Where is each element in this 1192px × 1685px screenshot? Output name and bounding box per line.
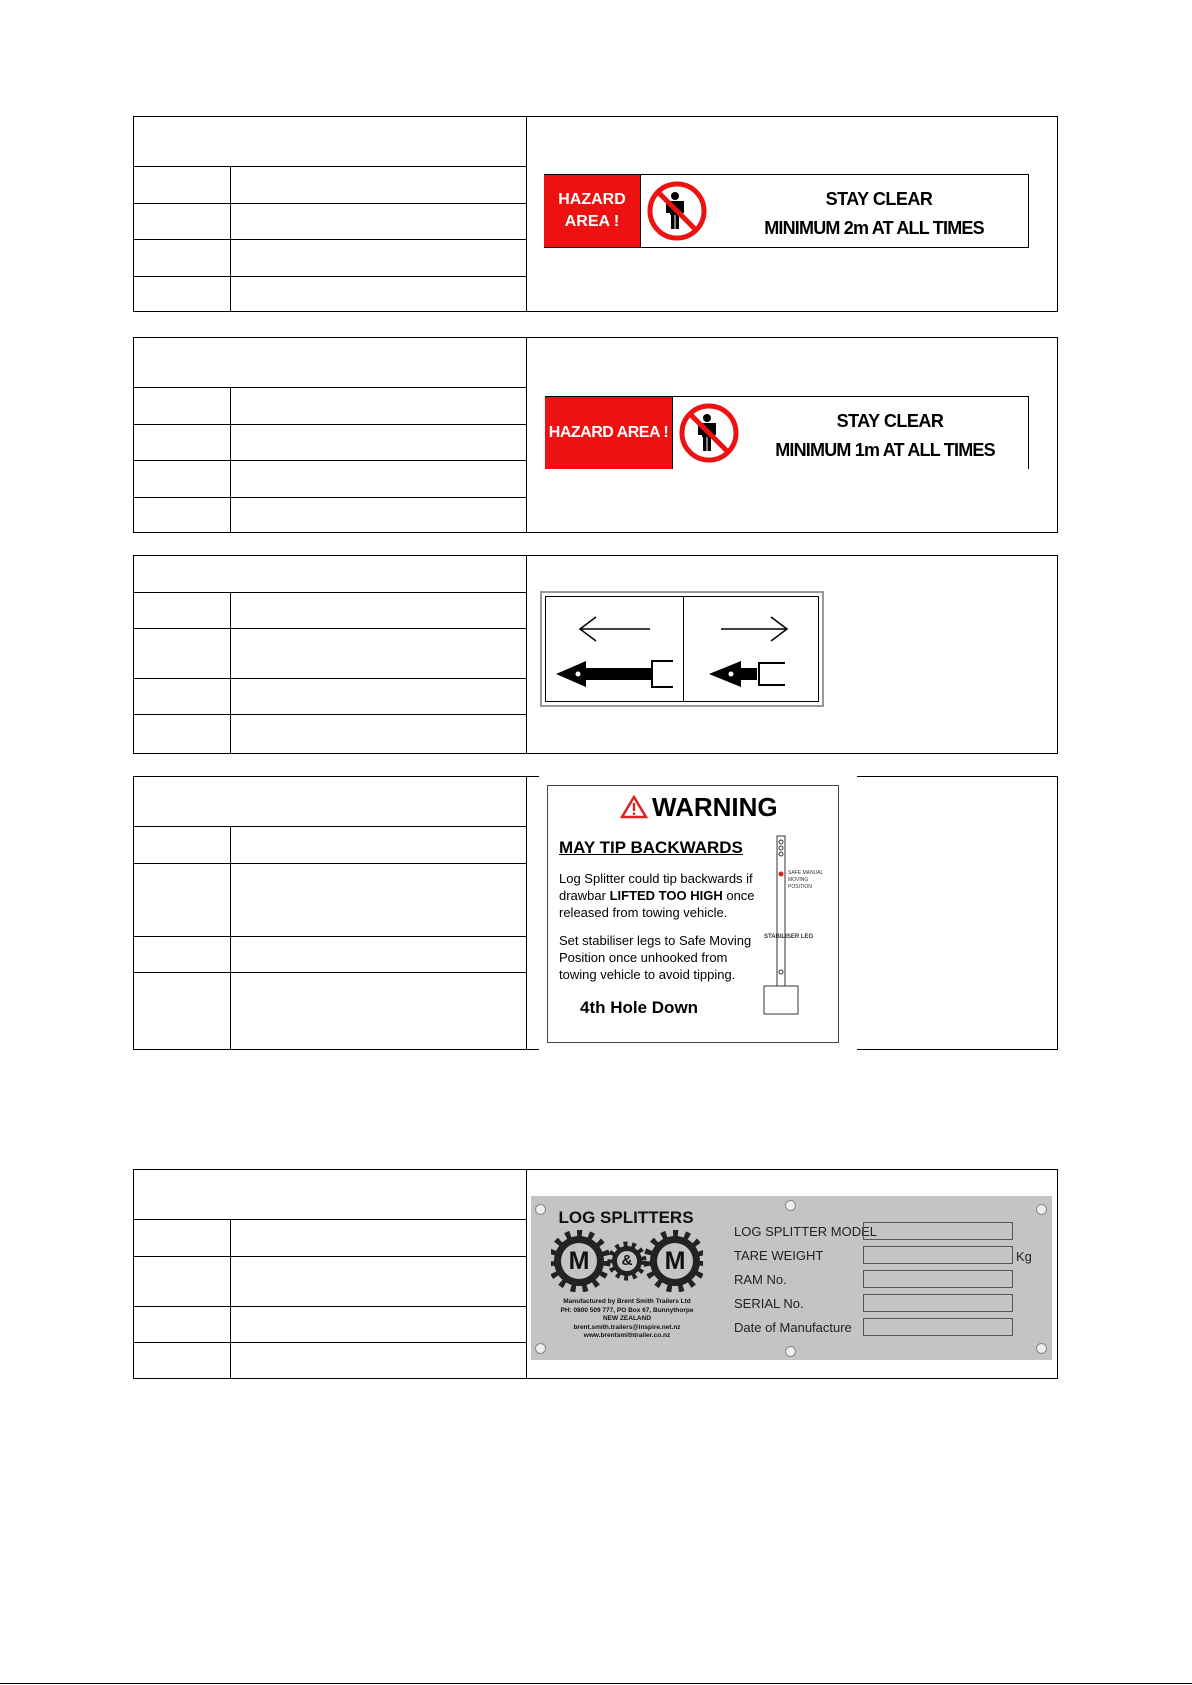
table-row <box>134 1342 527 1379</box>
field-box-tare <box>863 1246 1013 1264</box>
warning-tip-sign <box>547 785 839 1043</box>
hazard-1m-sign <box>545 396 1029 469</box>
minimum-distance-text: MINIMUM 1m AT ALL TIMES <box>775 440 995 460</box>
sign-image-cell <box>527 1170 1057 1378</box>
field-unit-kg: Kg <box>1016 1249 1032 1264</box>
logo-amp: & <box>621 1252 633 1269</box>
table-row <box>134 1256 527 1306</box>
table-row <box>134 276 527 312</box>
sign-image-cell <box>527 338 1057 532</box>
table-row <box>134 387 527 424</box>
maker-details: Manufactured by Brent Smith Trailers Ltd PH: 0800 509 777, PO Box 67, Bunnythorpe NEW ZEALAND brent.smith.trailers@inspire.net.nz www.brentsmithtrailer.co.nz <box>560 1298 694 1339</box>
warning-footer: 4th Hole Down <box>580 998 699 1017</box>
table-row <box>134 1306 527 1342</box>
plate-screw <box>1036 1204 1047 1215</box>
warning-paragraph-1: Log Splitter could tip backwards if drawbar LIFTED TOO HIGH once released from towing vehicle. <box>559 871 755 920</box>
table-row <box>134 203 527 239</box>
table-row <box>134 592 527 628</box>
field-label-model: LOG SPLITTER MODEL <box>734 1224 878 1239</box>
field-box-date <box>863 1318 1013 1336</box>
info-column <box>134 117 527 311</box>
table-row <box>134 628 527 678</box>
table-row <box>134 1219 527 1256</box>
info-column <box>134 338 527 532</box>
table-row <box>134 424 527 460</box>
plate-screw <box>785 1346 796 1357</box>
stay-clear-text: STAY CLEAR <box>825 189 933 209</box>
warning-triangle-icon <box>620 795 648 819</box>
stabiliser-leg-label: STABILISER LEG <box>764 934 814 940</box>
table-row <box>134 936 527 972</box>
hazard-label-box <box>544 175 640 247</box>
table-row <box>134 863 527 936</box>
field-label-ram: RAM No. <box>734 1272 787 1287</box>
stay-clear-text: STAY CLEAR <box>836 411 944 431</box>
hazard-label: HAZARD AREA ! <box>548 424 669 441</box>
plate-screw <box>1036 1343 1047 1354</box>
table-row <box>134 678 527 714</box>
no-person-icon <box>676 401 742 465</box>
warning-title: WARNING <box>652 792 778 822</box>
sign-table-2 <box>133 337 1058 533</box>
sign-table-3 <box>133 555 1058 754</box>
field-box-serial <box>863 1294 1013 1312</box>
table-row <box>134 826 527 863</box>
plate-screw <box>785 1200 796 1211</box>
hazard-2m-sign <box>544 174 1029 248</box>
sign-image-cell <box>527 117 1057 311</box>
logo-letter: M <box>664 1247 686 1275</box>
sign-image-cell <box>527 556 1057 753</box>
sign-table-4 <box>133 776 1058 1050</box>
warning-paragraph-2: Set stabiliser legs to Safe Moving Position once unhooked from towing vehicle to avoid tipping. <box>559 933 752 982</box>
field-label-date: Date of Manufacture <box>734 1320 852 1335</box>
arrow-left-icon <box>546 597 682 703</box>
hazard-label: HAZARD AREA ! <box>558 191 626 230</box>
plate-brand: LOG SPLITTERS <box>558 1208 694 1227</box>
table-row <box>134 714 527 754</box>
warning-heading: MAY TIP BACKWARDS <box>559 838 743 857</box>
page-bottom-rule <box>0 1683 1192 1684</box>
direction-arrows-sign <box>540 591 824 707</box>
plate-screw <box>535 1343 546 1354</box>
field-label-tare: TARE WEIGHT <box>734 1248 824 1263</box>
sign-image-cell <box>527 777 1057 1049</box>
field-label-serial: SERIAL No. <box>734 1296 804 1311</box>
plate-screw <box>535 1204 546 1215</box>
logo-letter: M <box>568 1247 590 1275</box>
field-box-ram <box>863 1270 1013 1288</box>
table-row <box>134 460 527 497</box>
manufacturer-plate <box>531 1196 1052 1360</box>
table-row <box>134 972 527 1050</box>
table-row <box>134 166 527 203</box>
sign-table-5 <box>133 1169 1058 1379</box>
info-column <box>134 1170 527 1378</box>
field-box-model <box>863 1222 1013 1240</box>
info-column <box>134 777 527 1049</box>
arrow-right-icon <box>685 597 821 703</box>
info-column <box>134 556 527 753</box>
sign-table-1 <box>133 116 1058 312</box>
safe-moving-label: SAFE MANUAL MOVING POSITION <box>788 870 824 890</box>
table-row <box>134 239 527 276</box>
hazard-label-box <box>545 397 672 469</box>
minimum-distance-text: MINIMUM 2m AT ALL TIMES <box>764 218 984 238</box>
table-row <box>134 497 527 533</box>
no-person-icon <box>644 179 710 243</box>
